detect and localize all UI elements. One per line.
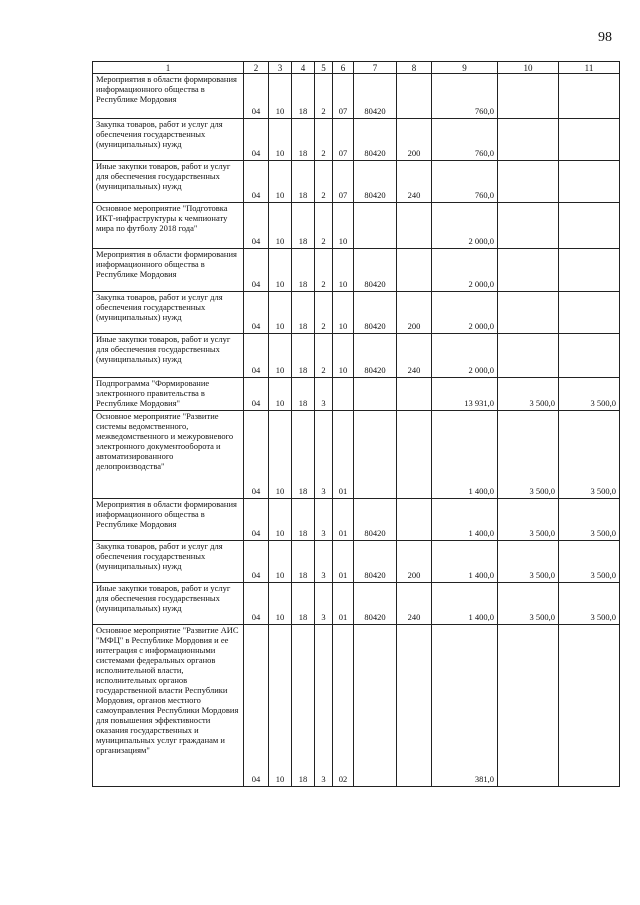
cell-c5: 3 xyxy=(315,625,333,787)
col-header: 3 xyxy=(269,62,292,74)
cell-c7 xyxy=(354,411,397,499)
cell-c11 xyxy=(559,334,620,378)
cell-c8: 200 xyxy=(397,541,432,583)
col-header: 2 xyxy=(244,62,269,74)
cell-c6: 01 xyxy=(333,499,354,541)
cell-c6: 02 xyxy=(333,625,354,787)
cell-c2: 04 xyxy=(244,334,269,378)
cell-c5: 2 xyxy=(315,161,333,203)
cell-c2: 04 xyxy=(244,292,269,334)
cell-c2: 04 xyxy=(244,625,269,787)
cell-c4: 18 xyxy=(292,334,315,378)
cell-c8 xyxy=(397,74,432,119)
cell-c4: 18 xyxy=(292,161,315,203)
cell-c10 xyxy=(498,203,559,249)
cell-c6: 10 xyxy=(333,334,354,378)
cell-c2: 04 xyxy=(244,541,269,583)
cell-c8 xyxy=(397,499,432,541)
table-row xyxy=(93,74,620,119)
cell-c6: 07 xyxy=(333,161,354,203)
page-number: 98 xyxy=(598,30,612,45)
row-name xyxy=(93,583,244,625)
cell-c4: 18 xyxy=(292,541,315,583)
cell-c5: 2 xyxy=(315,334,333,378)
col-header: 10 xyxy=(498,62,559,74)
cell-c10: 3 500,0 xyxy=(498,411,559,499)
table-row xyxy=(93,334,620,378)
row-name-text: Мероприятия в области формирования информационного общества в Республике Мордовия xyxy=(96,499,237,529)
row-name-text: Закупка товаров, работ и услуг для обеспечения государственных (муниципальных) нужд xyxy=(96,541,223,571)
cell-c9: 760,0 xyxy=(432,74,498,119)
cell-c2: 04 xyxy=(244,499,269,541)
cell-c7: 80420 xyxy=(354,292,397,334)
cell-c11 xyxy=(559,625,620,787)
cell-c2: 04 xyxy=(244,411,269,499)
cell-c7: 80420 xyxy=(354,249,397,292)
cell-c5: 2 xyxy=(315,292,333,334)
cell-c4: 18 xyxy=(292,292,315,334)
cell-c5: 3 xyxy=(315,378,333,411)
cell-c5: 3 xyxy=(315,411,333,499)
cell-c5: 2 xyxy=(315,203,333,249)
cell-c2: 04 xyxy=(244,203,269,249)
col-header: 1 xyxy=(93,62,244,74)
row-name xyxy=(93,499,244,541)
cell-c8 xyxy=(397,411,432,499)
table-row xyxy=(93,249,620,292)
row-name xyxy=(93,161,244,203)
cell-c3: 10 xyxy=(269,499,292,541)
col-header: 8 xyxy=(397,62,432,74)
cell-c10: 3 500,0 xyxy=(498,499,559,541)
row-name-text: Закупка товаров, работ и услуг для обеспечения государственных (муниципальных) нужд xyxy=(96,119,223,149)
cell-c3: 10 xyxy=(269,119,292,161)
cell-c10 xyxy=(498,249,559,292)
cell-c6: 10 xyxy=(333,203,354,249)
col-header: 6 xyxy=(333,62,354,74)
cell-c9: 13 931,0 xyxy=(432,378,498,411)
table-row xyxy=(93,161,620,203)
cell-c10 xyxy=(498,161,559,203)
row-name xyxy=(93,74,244,119)
cell-c7 xyxy=(354,378,397,411)
cell-c11 xyxy=(559,292,620,334)
row-name xyxy=(93,378,244,411)
cell-c11: 3 500,0 xyxy=(559,411,620,499)
cell-c3: 10 xyxy=(269,378,292,411)
row-name xyxy=(93,203,244,249)
row-name-text: Иные закупки товаров, работ и услуг для обеспечения государственных (муниципальных) нужд xyxy=(96,334,231,364)
cell-c3: 10 xyxy=(269,625,292,787)
cell-c2: 04 xyxy=(244,378,269,411)
cell-c4: 18 xyxy=(292,74,315,119)
cell-c2: 04 xyxy=(244,249,269,292)
cell-c6: 07 xyxy=(333,119,354,161)
row-name-text: Основное мероприятие "Развитие АИС "МФЦ" в Республике Мордовия и ее интеграция с информационными системами федеральных органов исполнительной власти, исполнительных органов государственной власти Республики Мордовия, органов местного самоуправления Республики Мордовия для повышения эффективности оказания государственных и муниципальных услуг гражданам и организациям" xyxy=(96,625,239,755)
row-name xyxy=(93,334,244,378)
table-row xyxy=(93,541,620,583)
cell-c6: 10 xyxy=(333,249,354,292)
cell-c6: 07 xyxy=(333,74,354,119)
cell-c6: 10 xyxy=(333,292,354,334)
cell-c11: 3 500,0 xyxy=(559,378,620,411)
cell-c10 xyxy=(498,119,559,161)
table-row xyxy=(93,411,620,499)
cell-c3: 10 xyxy=(269,334,292,378)
table-row xyxy=(93,119,620,161)
cell-c7: 80420 xyxy=(354,119,397,161)
cell-c5: 2 xyxy=(315,119,333,161)
row-name-text: Основное мероприятие "Развитие системы ведомственного, межведомственного и межуровневого электронного документооборота и автоматизированного делопроизводства" xyxy=(96,411,234,471)
cell-c9: 2 000,0 xyxy=(432,249,498,292)
cell-c8: 240 xyxy=(397,161,432,203)
row-name-text: Иные закупки товаров, работ и услуг для обеспечения государственных (муниципальных) нужд xyxy=(96,583,231,613)
cell-c5: 2 xyxy=(315,249,333,292)
col-header: 11 xyxy=(559,62,620,74)
col-header: 9 xyxy=(432,62,498,74)
cell-c9: 760,0 xyxy=(432,119,498,161)
cell-c3: 10 xyxy=(269,411,292,499)
cell-c4: 18 xyxy=(292,625,315,787)
cell-c7 xyxy=(354,625,397,787)
cell-c9: 2 000,0 xyxy=(432,292,498,334)
cell-c9: 760,0 xyxy=(432,161,498,203)
cell-c3: 10 xyxy=(269,541,292,583)
budget-table xyxy=(92,61,620,787)
cell-c7: 80420 xyxy=(354,161,397,203)
cell-c7: 80420 xyxy=(354,74,397,119)
col-header: 7 xyxy=(354,62,397,74)
cell-c11 xyxy=(559,249,620,292)
cell-c4: 18 xyxy=(292,499,315,541)
cell-c4: 18 xyxy=(292,203,315,249)
row-name xyxy=(93,119,244,161)
row-name xyxy=(93,249,244,292)
cell-c8: 200 xyxy=(397,119,432,161)
cell-c3: 10 xyxy=(269,292,292,334)
cell-c4: 18 xyxy=(292,249,315,292)
cell-c2: 04 xyxy=(244,119,269,161)
cell-c8: 240 xyxy=(397,334,432,378)
cell-c11 xyxy=(559,161,620,203)
cell-c4: 18 xyxy=(292,119,315,161)
cell-c11 xyxy=(559,203,620,249)
row-name-text: Иные закупки товаров, работ и услуг для обеспечения государственных (муниципальных) нужд xyxy=(96,161,231,191)
cell-c10 xyxy=(498,74,559,119)
cell-c6: 01 xyxy=(333,583,354,625)
cell-c11 xyxy=(559,74,620,119)
cell-c7: 80420 xyxy=(354,541,397,583)
cell-c8: 200 xyxy=(397,292,432,334)
cell-c9: 1 400,0 xyxy=(432,499,498,541)
cell-c6: 01 xyxy=(333,411,354,499)
col-header: 5 xyxy=(315,62,333,74)
cell-c10 xyxy=(498,334,559,378)
cell-c6 xyxy=(333,378,354,411)
cell-c3: 10 xyxy=(269,74,292,119)
cell-c4: 18 xyxy=(292,411,315,499)
cell-c9: 2 000,0 xyxy=(432,203,498,249)
cell-c5: 3 xyxy=(315,541,333,583)
cell-c10: 3 500,0 xyxy=(498,541,559,583)
cell-c11: 3 500,0 xyxy=(559,499,620,541)
cell-c4: 18 xyxy=(292,378,315,411)
cell-c9: 1 400,0 xyxy=(432,541,498,583)
table-row xyxy=(93,499,620,541)
row-name-text: Мероприятия в области формирования информационного общества в Республике Мордовия xyxy=(96,74,237,104)
table-row xyxy=(93,292,620,334)
cell-c8 xyxy=(397,249,432,292)
table-row xyxy=(93,203,620,249)
cell-c3: 10 xyxy=(269,161,292,203)
row-name xyxy=(93,411,244,499)
cell-c2: 04 xyxy=(244,161,269,203)
cell-c9: 2 000,0 xyxy=(432,334,498,378)
cell-c8 xyxy=(397,378,432,411)
cell-c3: 10 xyxy=(269,583,292,625)
cell-c11 xyxy=(559,119,620,161)
cell-c2: 04 xyxy=(244,583,269,625)
cell-c10: 3 500,0 xyxy=(498,378,559,411)
cell-c11: 3 500,0 xyxy=(559,583,620,625)
cell-c10 xyxy=(498,625,559,787)
cell-c10: 3 500,0 xyxy=(498,583,559,625)
cell-c5: 3 xyxy=(315,583,333,625)
row-name xyxy=(93,625,244,787)
cell-c7: 80420 xyxy=(354,334,397,378)
table-row xyxy=(93,378,620,411)
cell-c8 xyxy=(397,625,432,787)
table-row xyxy=(93,583,620,625)
cell-c4: 18 xyxy=(292,583,315,625)
cell-c5: 2 xyxy=(315,74,333,119)
cell-c9: 381,0 xyxy=(432,625,498,787)
cell-c7: 80420 xyxy=(354,499,397,541)
cell-c8: 240 xyxy=(397,583,432,625)
row-name-text: Подпрограмма "Формирование электронного правительства в Республике Мордовия" xyxy=(96,378,210,408)
cell-c8 xyxy=(397,203,432,249)
cell-c2: 04 xyxy=(244,74,269,119)
row-name xyxy=(93,292,244,334)
table-row xyxy=(93,625,620,787)
header-row xyxy=(93,62,620,74)
cell-c5: 3 xyxy=(315,499,333,541)
cell-c3: 10 xyxy=(269,249,292,292)
cell-c11: 3 500,0 xyxy=(559,541,620,583)
cell-c9: 1 400,0 xyxy=(432,583,498,625)
row-name xyxy=(93,541,244,583)
cell-c6: 01 xyxy=(333,541,354,583)
cell-c7 xyxy=(354,203,397,249)
cell-c10 xyxy=(498,292,559,334)
cell-c3: 10 xyxy=(269,203,292,249)
cell-c7: 80420 xyxy=(354,583,397,625)
row-name-text: Основное мероприятие "Подготовка ИКТ-инфраструктуры к чемпионату мира по футболу 2018 года" xyxy=(96,203,228,233)
row-name-text: Мероприятия в области формирования информационного общества в Республике Мордовия xyxy=(96,249,237,279)
cell-c9: 1 400,0 xyxy=(432,411,498,499)
row-name-text: Закупка товаров, работ и услуг для обеспечения государственных (муниципальных) нужд xyxy=(96,292,223,322)
col-header: 4 xyxy=(292,62,315,74)
